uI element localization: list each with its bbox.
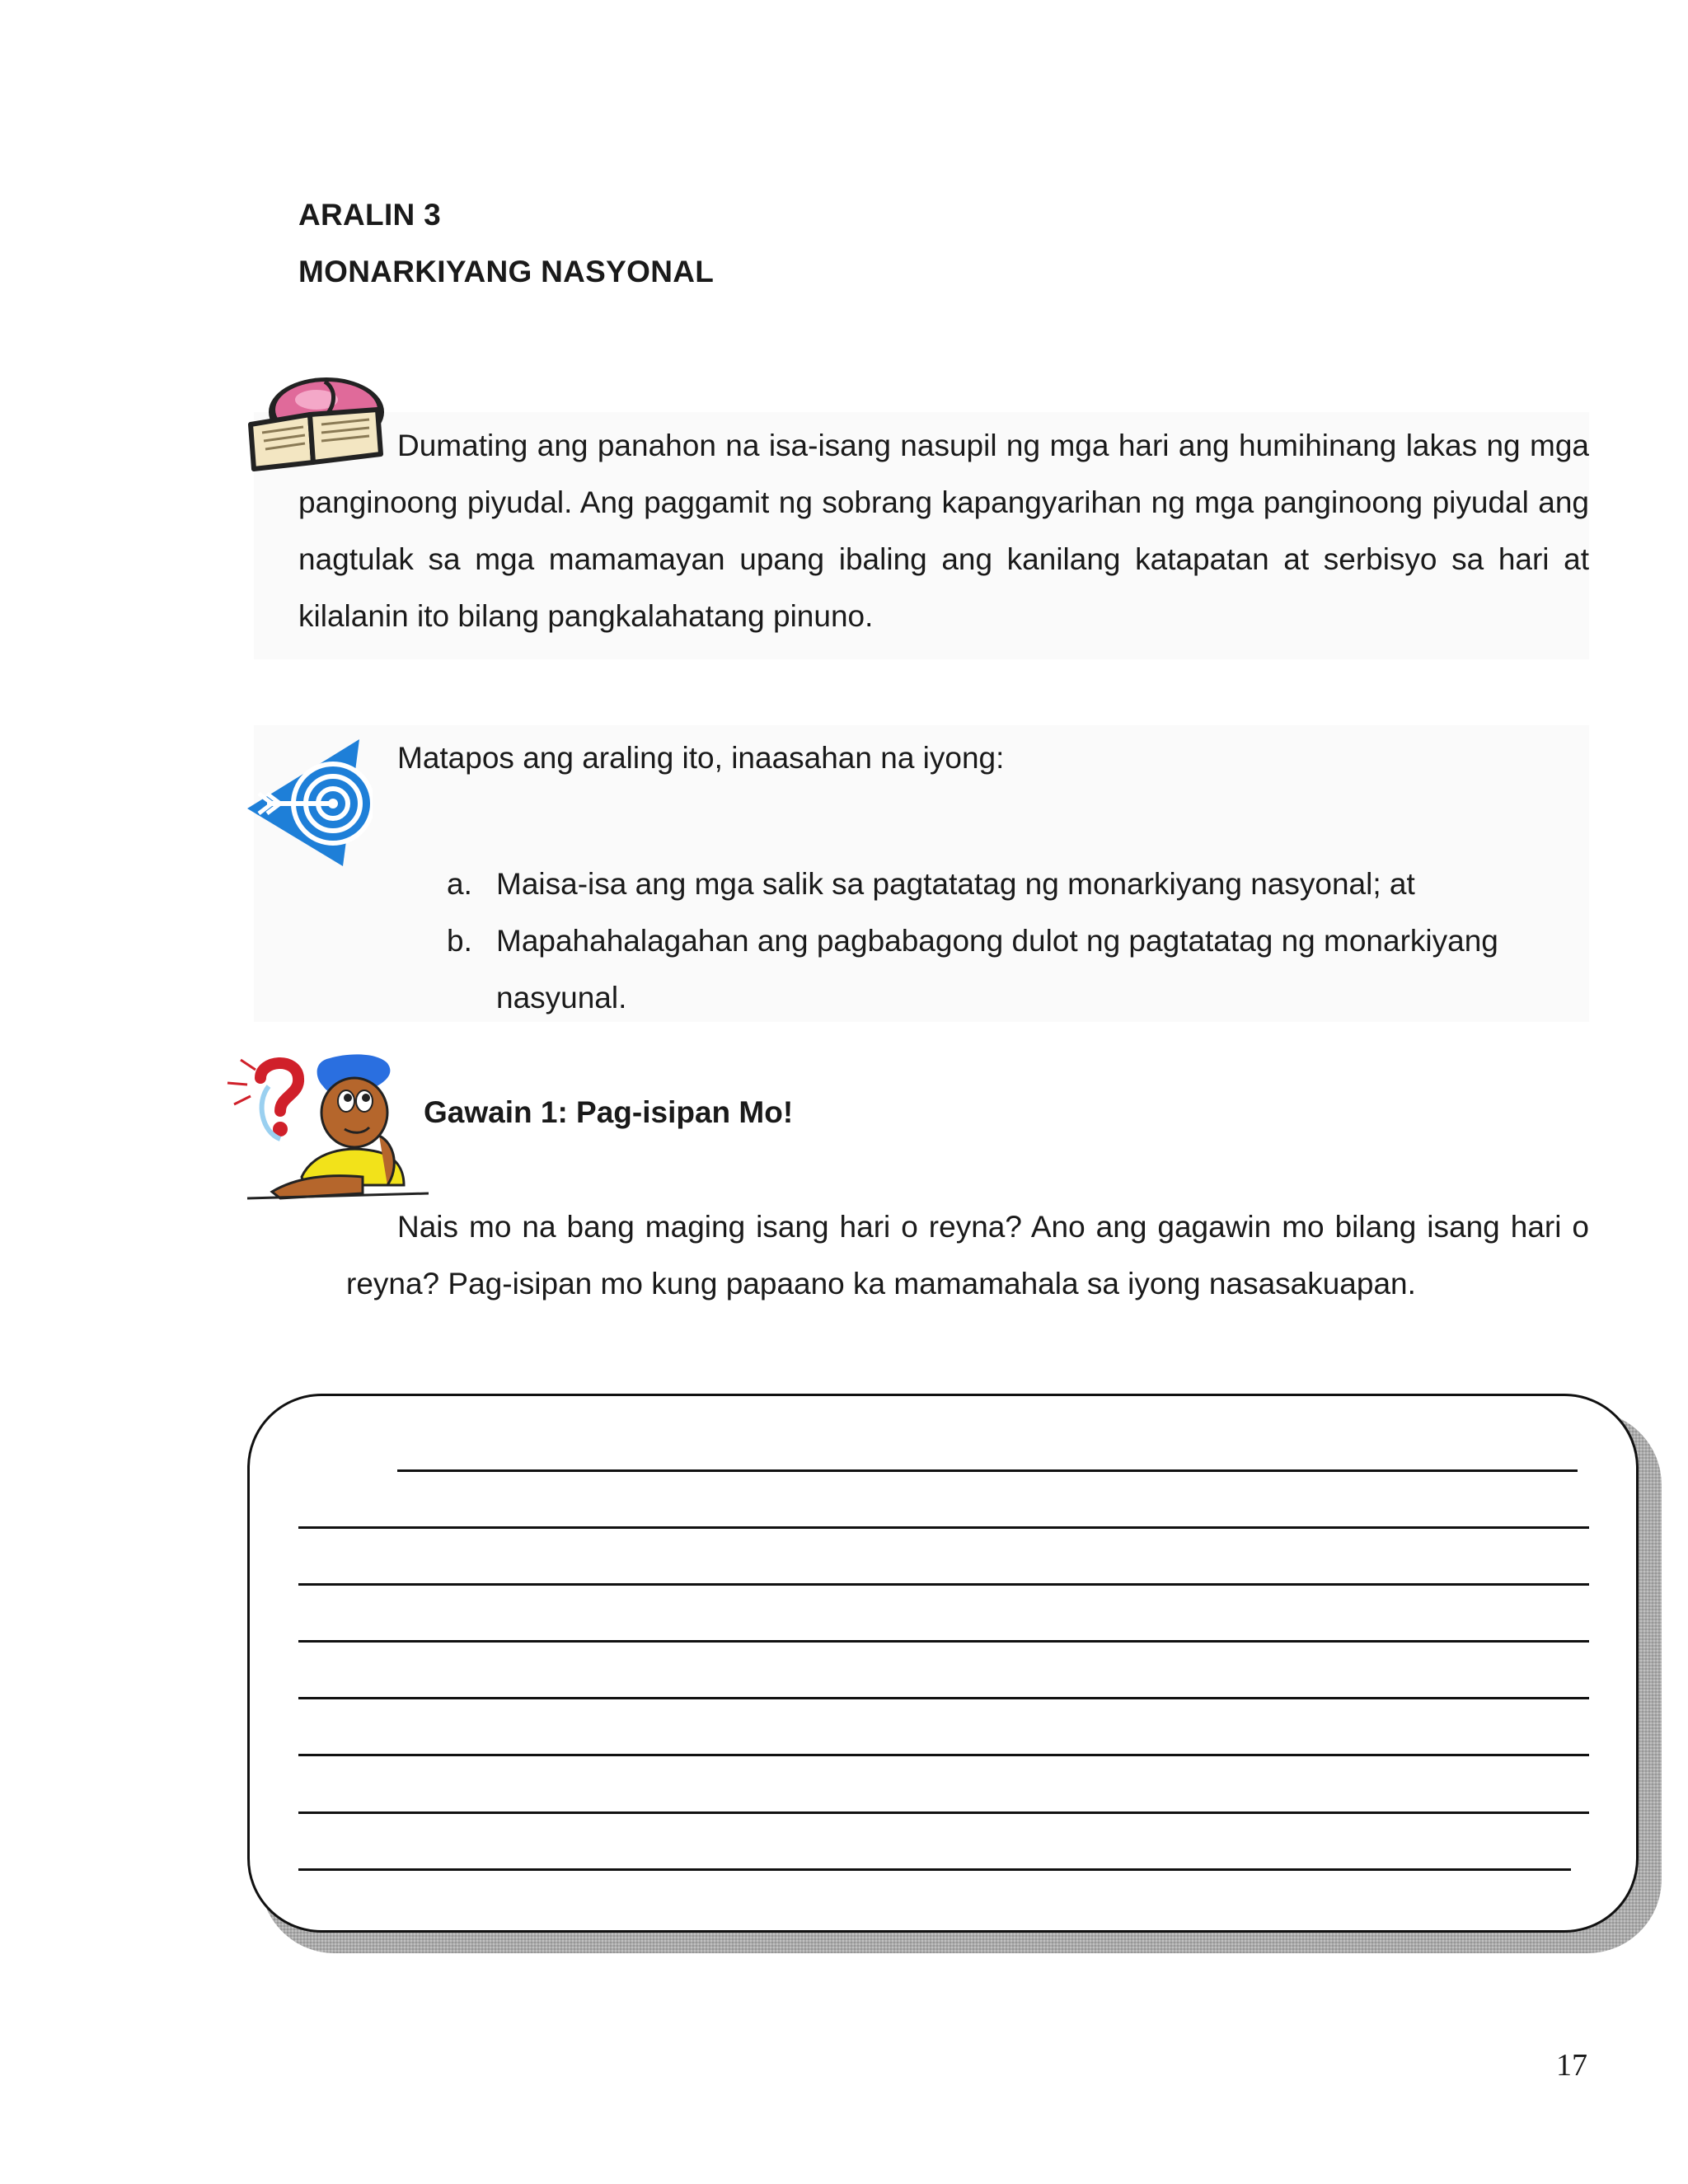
activity-title: Gawain 1: Pag-isipan Mo!: [424, 1095, 794, 1129]
answer-line[interactable]: [298, 1583, 1589, 1586]
answer-line[interactable]: [298, 1811, 1589, 1814]
activity-prompt: Nais mo na bang maging isang hari o reyna? Ano ang gagawin mo bilang isang hari o reyna? Pag-isipan mo kung papaano ka mamamahala sa iyong nasasakuapan.: [346, 1210, 1589, 1301]
answer-line[interactable]: [298, 1868, 1571, 1871]
answer-line[interactable]: [298, 1754, 1589, 1756]
answer-line[interactable]: [298, 1697, 1589, 1699]
answer-box[interactable]: [247, 1394, 1639, 1933]
objective-text: Maisa-isa ang mga salik sa pagtatatag ng monarkiyang nasyonal; at: [496, 867, 1415, 901]
thinking-person-question-icon: [223, 1053, 429, 1208]
intro-paragraph: Dumating ang panahon na isa-isang nasupil ng mga hari ang humihinang lakas ng mga panginoong piyudal. Ang paggamit ng sobrang kapangyarihan ng mga panginoong piyudal ang nagtulak sa mga mamamayan upang ibaling ang kanilang katapatan at serbisyo sa hari at kilalanin ito bilang pangkalahatang pinuno.: [298, 429, 1589, 633]
lesson-title: MONARKIYANG NASYONAL: [298, 255, 715, 288]
target-arrow-icon: [244, 736, 373, 868]
objective-item-b: [447, 912, 1592, 1026]
lesson-number: ARALIN 3: [298, 198, 442, 232]
page-number: 17: [1556, 2048, 1587, 2083]
objective-text: Mapahahalagahan ang pagbabagong dulot ng pagtatatag ng monarkiyang nasyunal.: [496, 924, 1498, 1015]
objective-item-a: [447, 855, 1592, 912]
objectives-lead: Matapos ang araling ito, inaasahan na iyong:: [397, 741, 1005, 775]
list-marker: a.: [447, 867, 472, 901]
answer-line[interactable]: [298, 1640, 1589, 1643]
list-marker: b.: [447, 924, 472, 958]
answer-line[interactable]: [298, 1526, 1589, 1529]
answer-line[interactable]: [397, 1469, 1578, 1472]
